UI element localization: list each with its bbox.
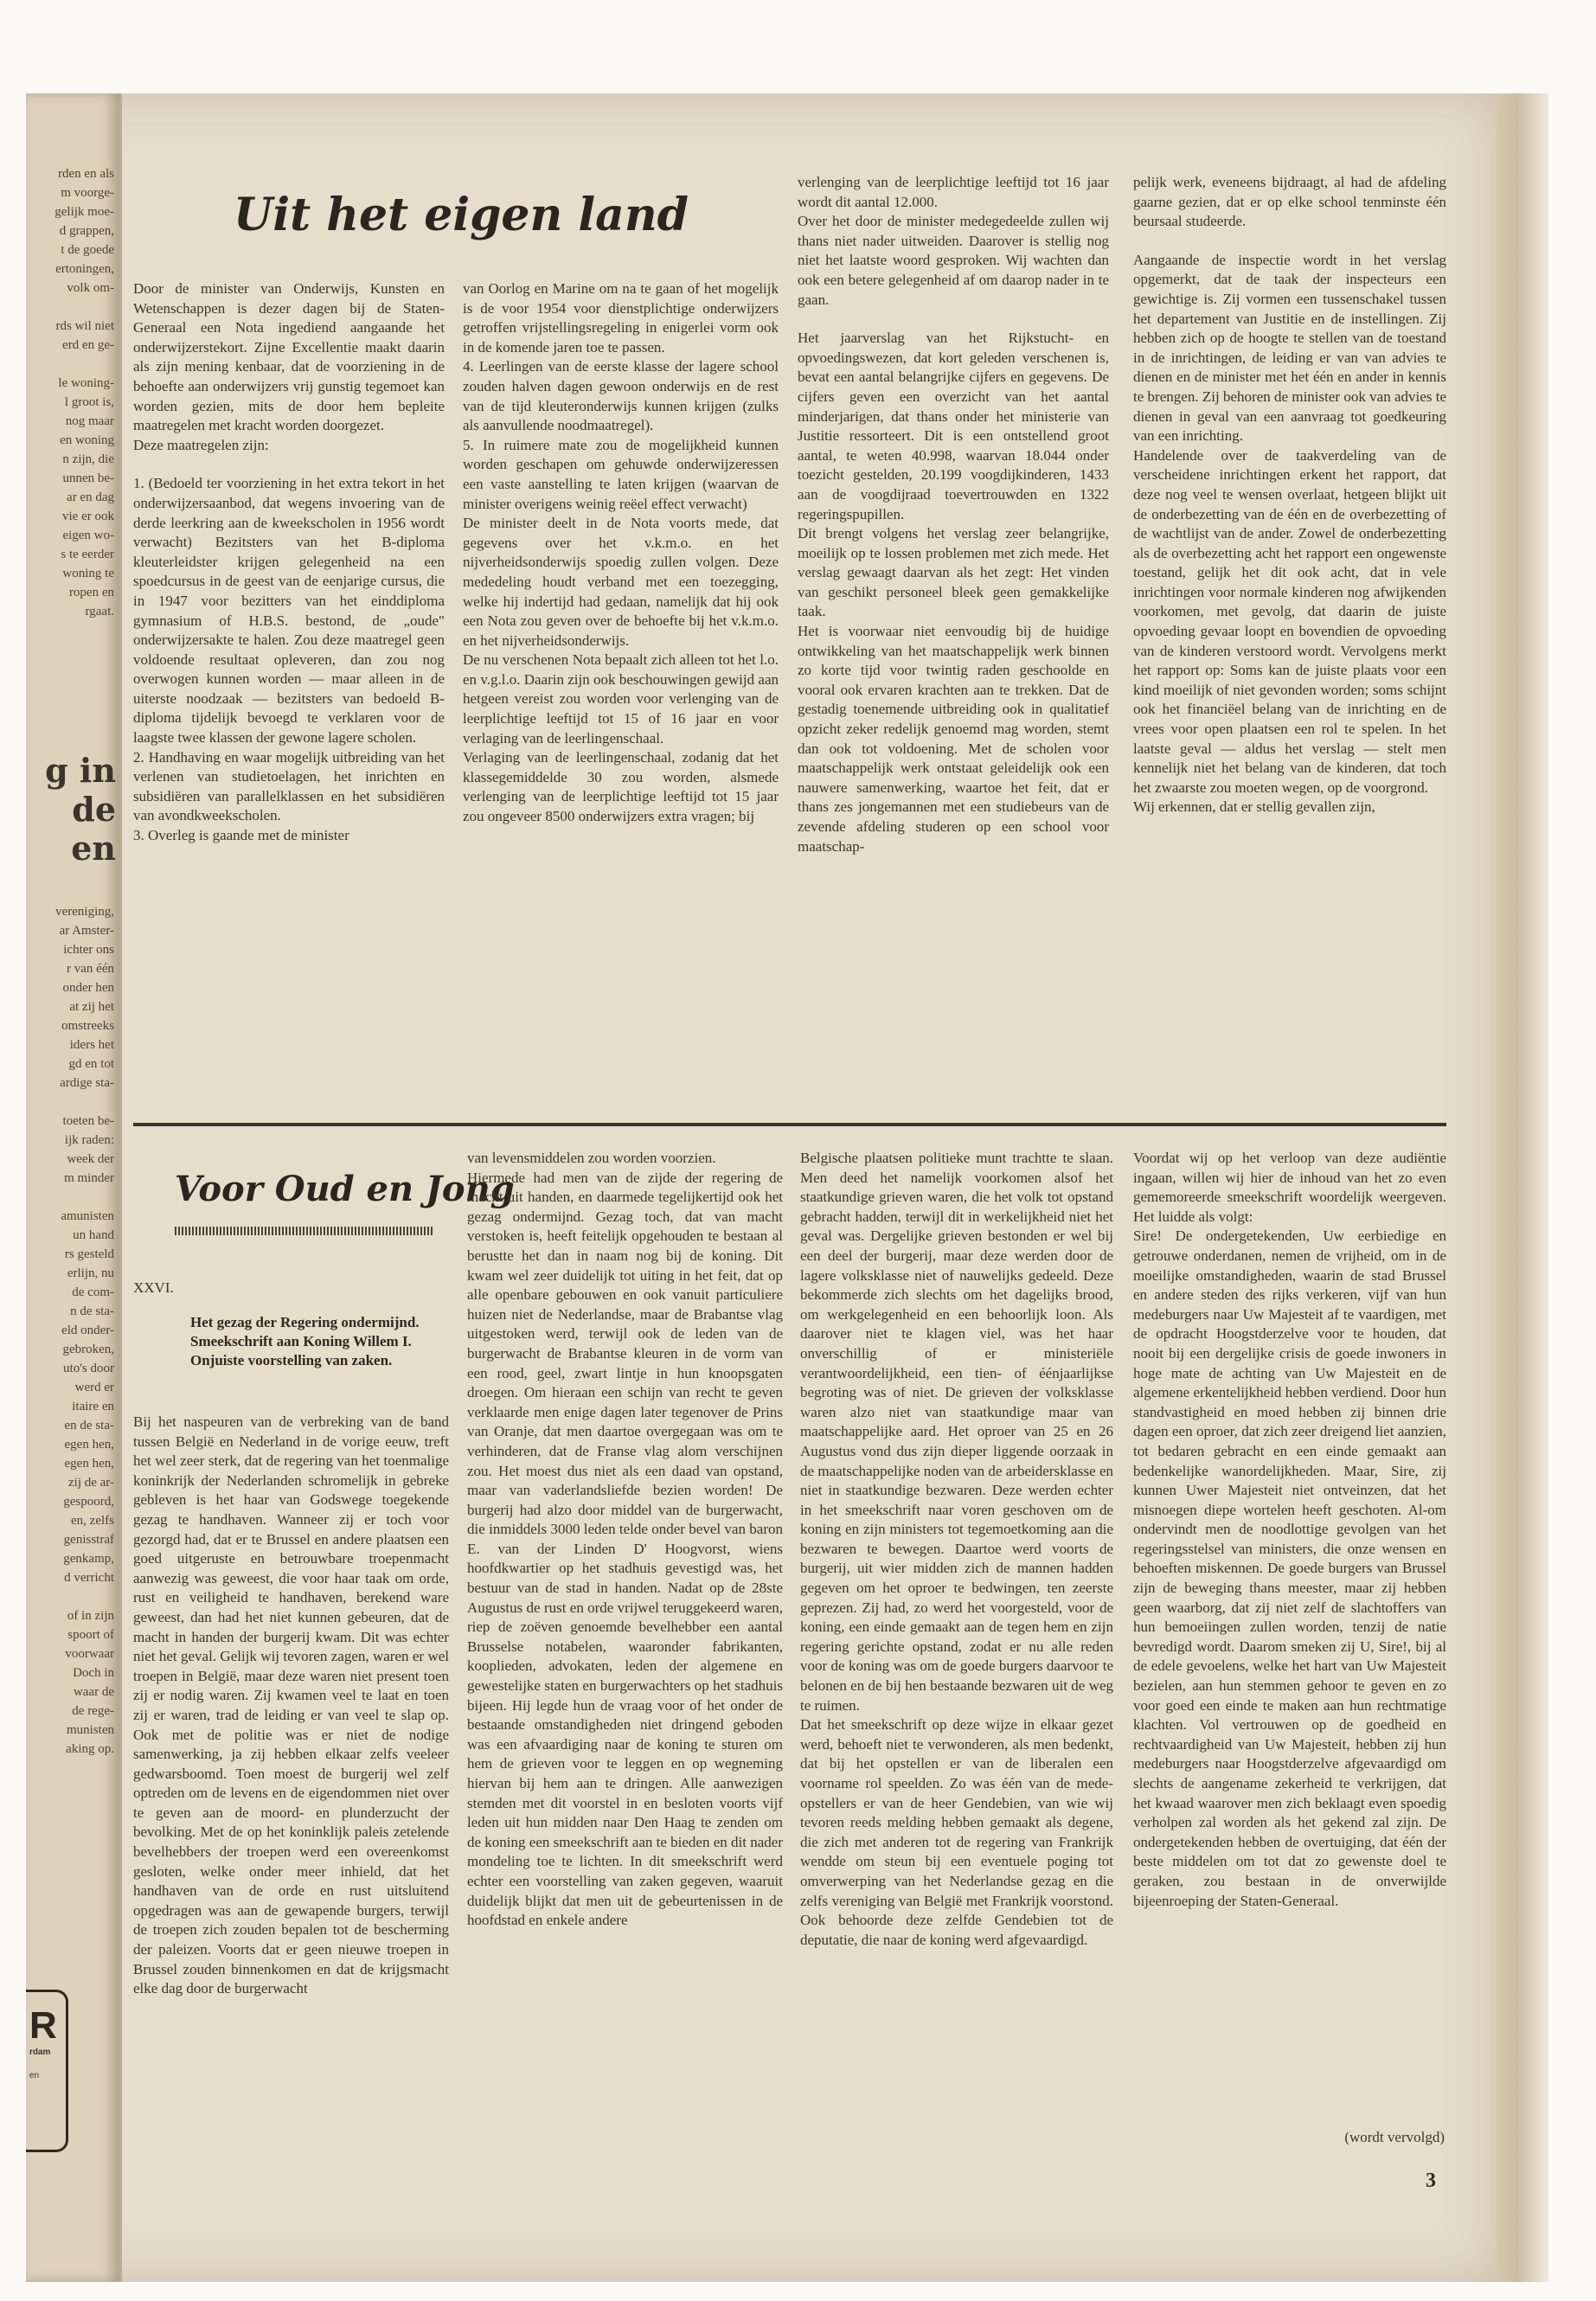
facing-page-line <box>26 355 119 374</box>
story-col-3 <box>800 1149 1113 2170</box>
eigen-land-paragraph: pelijk werk, eveneens bijdraagt, al had de afdeling gaarne gezien, dat er op elke school tenminste één beursaal studeerde. <box>1133 174 1446 230</box>
facing-page-line: en de sta- <box>64 1419 114 1433</box>
facing-page-line: zij de ar- <box>68 1476 114 1490</box>
box-sub-2: en <box>29 2071 40 2080</box>
facing-page-line: m minder <box>64 1171 114 1185</box>
oud-jong-paragraph: Dat het smeekschrift op deze wijze in elkaar gezet werd, behoeft niet te verwonderen, als men bedenkt, dat bij het opstellen er van de liberalen een voorname rol speelden. Zo was één van de mede-opstellers er van de heer Gendebien, van wie wij tevoren reeds melding hebben gemaakt als degene, die zich met anderen tot de regering van Frankrijk wendde om steun bij een eventuele poging tot omverwerping van het Nederlandse gezag en die zelfs vereniging van België met Frankrijk voorstond. Ook behoorde deze zelfde Gendebien tot de deputatie, die naar de koning werd afgevaardigd. <box>800 1716 1113 1948</box>
eigen-land-paragraph: Verlaging van de leerlingenschaal, zodanig dat het klassegemiddelde 30 zou worden, alsmede verlenging van de leerplichtige leeftijd tot 15 jaar zou ongeveer 8500 onderwijzers extra vragen; bij <box>463 749 779 825</box>
story-col-4 <box>1133 1149 1446 2118</box>
oud-jong-paragraph: Voordat wij op het verloop van deze audiëntie ingaan, willen wij hier de inhoud van het zo even gememoreerde smeekschrift woordelijk weergeven. Het luidde als volgt: <box>1133 1150 1446 1225</box>
story-col-1 <box>133 1413 449 2165</box>
facing-page-strip <box>26 93 122 2282</box>
chapter-heading: Het gezag der Regering ondermijnd. Smeekschrift aan Koning Willem I. Onjuiste voorstelling van zaken. <box>190 1314 420 1368</box>
facing-page-line: Doch in <box>73 1666 114 1680</box>
paragraph-gap <box>1133 232 1446 251</box>
oud-jong-paragraph: Bij het naspeuren van de verbreking van de band tussen België en Nederland in de vorige eeuw, treft het wel zeer sterk, dat de regering van het toenmalige koninkrijk der Nederlanden schromelijk in gebreke gebleven is het haar van Godswege toegekende gezag te handhaven. Wanneer zij er toch voor gezorgd had, dat er te Brussel en andere plaatsen een goed uitgeruste en betrouwbare troepenmacht aanwezig was geweest, die voor haar taak om orde, rust en veiligheid te handhaven, berekend ware geweest, dan had het niet kunnen gebeuren, dat de macht in handen der burgerij kwam. Dit was echter niet het geval. Gelijk wij tevoren zagen, waren er wel troepen in België, maar deze waren niet present toen zij er nodig waren. Zij kwamen veel te laat en toen zij er waren, trad de leiding er van veel te slap op. Ook met de politie was er niet de nodige samenwerking, ja zij hebben elkaar zelfs veeleer gedwarsboomd. Toen moest de burgerij wel zelf optreden om de levens en de eigendommen niet over te geven aan de moord- en plunderzucht der bevolking. Met de op het koninklijk paleis zetelende bevelhebbers der troepen werd een overeenkomst gesloten, welke onder meer inhield, dat het handhaven van de orde en rust uitsluitend opgedragen was aan de gewapende burgers, terwijl de troepen zich zouden bepalen tot de bescherming der paleizen. Voorts dat er geen nieuwe troepen in Brussel zouden binnenkomen en dat de krijgsmacht elke dag door de burgerwacht <box>133 1413 449 1997</box>
facing-page-line: voorwaar <box>65 1647 114 1661</box>
facing-page-line: t de goede <box>61 243 114 257</box>
eigen-land-paragraph: 1. (Bedoeld ter voorziening in het extra tekort in het onderwijzersaanbod, dat wegens invoering van de derde leerkring aan de kweekscholen in 1956 wordt verwacht) Bezitsters van het B-diploma kleuterleidster krijgen gelegenheid na een spoedcursus in de geest van de eenjarige cursus, die in 1947 voor bezitters van het einddiploma gymnasium of H.B.S. bestond, de „oude" onderwijzersakte te halen. Zou deze maatregel geen voldoende resultaat opleveren, dan zou nog overwogen kunnen worden — maar alleen in de uiterste noodzaak — bezitsters van bedoeld B-diploma tijdelijk bevoegd te verklaren voor de laagste twee klassen der gewone lagere scholen. <box>133 475 445 747</box>
eigen-land-paragraph: Door de minister van Onderwijs, Kunsten en Wetenschappen is dezer dagen bij de Staten-Generaal een Nota ingediend aangaande het onderwijzerstekort. Zijne Excellentie maakt daarin als zijn mening kenbaar, dat de voorziening in de behoefte aan onderwijzers vrij gunstig tegemoet kan worden gezien, mits de door hem bepleite maatregelen met kracht worden doorgezet. <box>133 280 445 434</box>
box-sub-1: rdam <box>29 2048 51 2057</box>
story-col-2 <box>467 1149 783 2170</box>
facing-page-line: r van één <box>67 962 114 976</box>
facing-page-line: d verricht <box>64 1571 114 1585</box>
facing-page-line: erd en ge- <box>62 338 114 352</box>
facing-page-line: at zij het <box>69 1000 114 1014</box>
facing-page-line: egen hen, <box>64 1457 114 1471</box>
facing-page-line: erlijn, nu <box>67 1266 114 1280</box>
facing-page-line: genkamp, <box>63 1552 114 1566</box>
page-number: 3 <box>1426 2170 1436 2192</box>
facing-page-line: uto's door <box>63 1362 114 1375</box>
eigen-land-paragraph: Wij erkennen, dat er stellig gevallen zijn, <box>1133 798 1375 816</box>
article-col-3 <box>798 173 1109 1112</box>
facing-page-line: n zijn, die <box>62 452 114 466</box>
facing-page-line: rs gesteld <box>64 1247 114 1261</box>
facing-page-line: aking op. <box>66 1742 114 1756</box>
chapter-number: XXVI. <box>133 1279 174 1296</box>
section-divider <box>133 1123 1446 1126</box>
facing-page-line: eld onder- <box>61 1324 114 1337</box>
oud-jong-paragraph: Hiermede had men van de zijde der regering de macht uit handen, en daarmede tegelijkertijd ook het gezag ondermijnd. Gezag toch, dat van macht verstoken is, heeft feitelijk opgehouden te bestaan al berustte het dan in naam nog bij de koning. Dit kwam wel zeer duidelijk tot uiting in het feit, dat op alle openbare gebouwen en ook vanuit particuliere huizen niet de Nederlandse, maar de Brabantse vlag uitgestoken werd, terwijl ook de leden van de burgerwacht de Brabantse kleuren in de vorm van een rood, geel, zwart lintje in hun knoopsgaten droegen. Om hieraan een schijn van recht te geven verklaarde men enige dagen later tegenover de Prins van Oranje, dat men daartoe overgegaan was om te verhinderen, dat de Franse vlag alom verschijnen zou. Het moest dus niet als een daad van opstand, maar van vaderlandsliefde bezien worden! De burgerij had alzo door middel van de burgerwacht, die inmiddels 3000 leden telde onder bevel van baron E. van der Linden D' Hoogvorst, wiens hoofdkwartier op het stadhuis gevestigd was, het bestuur van de stad in handen. Nadat op de 28ste Augustus de rust en orde vrijwel teruggekeerd waren, riep de zoëven genoemde bevelhebber een aantal Brusselse notabelen, waaronder fabrikanten, kooplieden, advokaten, leden der algemene en gewestelijke staten en burgerwachters op het stadhuis bijeen. Hij legde hun de vraag voor of het onder de bestaande omstandigheden niet dringend geboden was een afvaardiging naar de koning te sturen om hem de grieven voor te leggen en op wegneming hiervan bij hem aan te dringen. Alle aanwezigen stemden met dit voorstel in en besloten voorts vijf leden uit hun midden naar Den Haag te zenden om de koning een smeekschrift aan te bieden en dit nader mondeling toe te lichten. In dit smeekschrift werd echter een voorstelling van zaken gegeven, waaruit duidelijk blijkt dat men uit de gebeurtenissen in de hoofdstad en enkele andere <box>467 1169 783 1929</box>
oud-jong-paragraph: Belgische plaatsen politieke munt trachtte te slaan. Men deed het namelijk voorkomen alsof het staatkundige grieven waren, die het volk tot opstand gebracht hadden, terwijl dit in werkelijkheid niet het geval was. Dergelijke grieven bestonden er wel bij een deel der burgerij, maar deze werden door de lagere volksklasse niet of nauwelijks gedeeld. Deze bekommerde zich slechts om het dagelijks brood, om werkgelegenheid en een behoorlijk loon. Als daarover niet te klagen viel, was het haar onverschillig of er ministeriële verantwoordelijkheid, een tien- of éénjaarlijkse begroting was of niet. De grieven der volksklasse waren alzo niet van staatkundige maar van maatschappelijke aard. Het oproer van 25 en 26 Augustus vond dus zijn dieper liggende oorzaak in de maatschappelijke noden van de arbeidersklasse en niet in staatkundige bezwaren. Deze werden echter in het smeekschrift naar voren geschoven om de koning en zijn ministers tot tegemoetkoming aan die bezwaren te bewegen. Daartoe werd voorts de burgerij, uit wier midden zich de mannen hadden gegeven om het oproer te bedwingen, ten zeerste geprezen. Zij had, zo werd het voorgesteld, voor de koning, een einde gemaakt aan de tegen hem en zijn regering gerichte opstand, zodat er nu alle reden voor de koning was om de goede burgers daarvoor te belonen en de bij hen bestaande bezwaren uit de weg te ruimen. <box>800 1150 1113 1714</box>
facing-page-line: ardige sta- <box>60 1076 114 1090</box>
facing-page-line: le woning- <box>58 376 114 390</box>
facing-page-line: en, zelfs <box>71 1514 114 1528</box>
facing-page-line: un hand <box>73 1228 114 1242</box>
eigen-land-paragraph: verlenging van de leerplichtige leeftijd tot 16 jaar wordt dit aantal 12.000. <box>798 174 1109 210</box>
facing-page-line: toeten be- <box>62 1114 114 1128</box>
facing-page-text-mid <box>26 902 119 1759</box>
facing-page-line: egen hen, <box>64 1438 114 1452</box>
page-right-edge <box>1497 93 1548 2282</box>
facing-page-line: iders het <box>69 1038 114 1052</box>
oud-jong-paragraph: Sire! De ondergetekenden, Uw eerbiedige en getrouwe onderdanen, nemen de vrijheid, om in de moeilijke omstandigheden, waarin de stad Brussel en andere steden des rijks verkeren, vijf van hun medeburgers naar Uw Majesteit af te vaardigen, met de opdracht Hoogstderzelve voor te houden, dat nooit bij een dergelijke crisis de goede inwoners in hoge mate de achting van Uw Majesteit en de algemene erkentelijkheid hebben verdiend. Door hun standvastigheid en moed hebben zij binnen drie dagen een oproer, dat zich zeer dreigend liet aanzien, tot bedaren gebracht en een einde gemaakt aan bedenkelijke wanordelijkheden. Maar, Sire, zij kunnen Uwer Majesteit niet ontveinzen, dat het misnoegen diepe wortelen heeft geschoten. Al-om ondervindt men de noodlottige gevolgen van het regeringsstelsel van ministers, die onze wensen en behoeften miskennen. De goede burgers van Brussel zijn de beweging thans meester, maar zij hebben geen waarborg, dat zij niet zelf de slachtoffers van hun bemoeiingen zullen worden, tenzij de natie bevredigd wordt. Daarom smeken zij U, Sire!, bij al de edele gevoelens, welke het hart van Uw Majesteit bezielen, aan hun stemmen gehoor te geven en zo voor goed een einde te maken aan hun rechtmatige klachten. Vol vertrouwen op de goedheid en rechtvaardigheid van Uw Majesteit, hebben zij hun medeburgers naar Hoogstderzelve afgevaardigd om slechts de aangename zekerheid te verkrijgen, dat het kwaad waarover men zich beklaagt even spoedig verholpen zal worden als het gekend zal zijn. De ondergetekenden hebben de overtuiging, dat één der beste middelen om tot dat zo gewenste doel te geraken, zou bestaan in de onverwijlde bijeenroeping der Staten-Generaal. <box>1133 1227 1446 1909</box>
facing-page-line: spoort of <box>67 1628 114 1642</box>
eigen-land-paragraph: Het jaarverslag van het Rijkstucht- en opvoedingswezen, dat kort geleden verschenen is, bevat een aantal belangrijke cijfers en gegevens. De cijfers geven een overzicht van het aantal minderjarigen, dat thans onder het ministerie van Justitie ressorteert. Dit is een ontstellend groot aantal, te weten 40.998, waarvan 18.044 onder toezicht gestelden, 20.199 voogdijkinderen, 1433 aan de voogdijraad toevertrouwden en 1322 regeringspupillen. <box>798 330 1109 522</box>
facing-page-line: gelijk moe- <box>54 205 114 219</box>
eigen-land-paragraph: Dit brengt volgens het verslag zeer belangrijke, moeilijk op te lossen problemen met zich mede. Het verslag gewaagt daarvan als het zegt: Het vinden van geschikt personeel bleek geen gemakkelijke taak. <box>798 525 1109 620</box>
facing-page-line: ichter ons <box>63 943 114 957</box>
article-col-2 <box>463 279 779 1110</box>
facing-page-line <box>26 298 119 317</box>
facing-page-line: eigen wo- <box>62 529 114 542</box>
facing-page-line: de rege- <box>72 1704 114 1718</box>
facing-page-line: itaire en <box>72 1400 114 1413</box>
section-title-eigen-land: Uit het eigen land <box>234 189 689 241</box>
eigen-land-paragraph: Over het door de minister medegedeelde zullen wij thans niet nader uitweiden. Daarover is stellig nog niet het laatste woord gesproken. Wij wachten dan ook een betere gelegenheid af om daarop nader in te gaan. <box>798 213 1109 308</box>
facing-page-line: ropen en <box>68 586 114 599</box>
facing-page-line: gespoord, <box>63 1495 114 1509</box>
eigen-land-paragraph: 2. Handhaving en waar mogelijk uitbreiding van het verlenen van studietoelagen, het inrichten en subsidiëren van parallelklassen en het subsidiëren van avondkweekscholen. <box>133 748 445 824</box>
oud-jong-paragraph: van levensmiddelen zou worden voorzien. <box>467 1150 716 1166</box>
facing-page-line: d grappen, <box>59 224 114 238</box>
eigen-land-paragraph: van Oorlog en Marine om na te gaan of het mogelijk is de voor 1954 voor dienstplichtige onderwijzers getroffen vrijstellingsregeling in enigerlei vorm ook in de komende jaren toe te passen. <box>463 280 779 356</box>
facing-page-line <box>26 1587 119 1606</box>
eigen-land-paragraph: De minister deelt in de Nota voorts mede, dat gegevens over het v.k.m.o. en het nijverheidsonderwijs spoedig zullen volgen. Deze mededeling houdt verband met een toezegging, welke hij indertijd had gedaan, namelijk dat hij ook een Nota zou geven over de behoefte bij het v.k.m.o. en het nijverheidsonderwijs. <box>463 515 779 649</box>
facing-page-line: munisten <box>67 1723 114 1737</box>
eigen-land-paragraph: 3. Overleg is gaande met de minister <box>133 827 349 844</box>
facing-page-heading <box>26 751 119 868</box>
facing-page-line: s te eerder <box>61 548 114 561</box>
facing-page-line: of in zijn <box>67 1609 114 1623</box>
facing-page-line: rden en als <box>58 167 114 181</box>
facing-page-line: gebroken, <box>62 1343 114 1356</box>
eigen-land-paragraph: De nu verschenen Nota bepaalt zich alleen tot het l.o. en v.g.l.o. Daarin zijn ook beschouwingen gewijd aan hetgeen vereist zou worden voor verlenging van de leerplichtige leeftijd tot 15 of 16 jaar en voor verlaging van de leerlingenschaal. <box>463 651 779 747</box>
facing-page-line: volk om- <box>67 281 114 295</box>
continued-note-wrap <box>1306 2128 1445 2154</box>
facing-page-line: amunisten <box>61 1209 114 1223</box>
facing-page-line <box>26 1093 119 1112</box>
facing-page-line: n de sta- <box>70 1304 114 1318</box>
facing-page-line: l groot is, <box>64 395 114 409</box>
facing-page-line: ertoningen, <box>55 262 114 276</box>
facing-page-box <box>26 1990 68 2152</box>
facing-page-text-top <box>26 164 119 621</box>
box-letter: R <box>29 2004 57 2047</box>
eigen-land-paragraph: Aangaande de inspectie wordt in het verslag opgemerkt, dat de taak der inspecteurs een gewichtige is. Zij vormen een tussenschakel tussen het departement van Justitie en de instellingen. Zij hebben zich op de hoogte te stellen van de toestand in de inrichtingen, de leiding er van van advies te dienen en de minister met het één en ander in kennis te brengen. Zij behoren de minister ook van advies te dienen in geval van een aanvraag tot goedkeuring van een inrichting. <box>1133 251 1446 445</box>
facing-page-line: onder hen <box>62 981 114 995</box>
facing-page-line: nog maar <box>65 414 114 428</box>
eigen-land-paragraph: Deze maatregelen zijn: <box>133 436 269 453</box>
section-title-oud-jong: Voor Oud en Jong <box>175 1169 515 1209</box>
page-main <box>121 93 1497 2282</box>
facing-page-line: rds wil niet <box>55 319 114 333</box>
facing-page-line: m voorge- <box>61 186 114 200</box>
facing-page-line: g in de <box>45 751 116 829</box>
article-col-1 <box>133 279 445 1110</box>
facing-page-line: de com- <box>72 1285 114 1299</box>
title-underline-pattern <box>175 1227 434 1235</box>
facing-page-line: unnen be- <box>62 471 114 485</box>
paragraph-gap <box>133 455 445 474</box>
continued-note: (wordt vervolgd) <box>1344 2129 1445 2145</box>
facing-page-line: woning te <box>62 567 114 580</box>
facing-page-line: week der <box>67 1152 114 1166</box>
facing-page-line: vie er ook <box>62 510 114 523</box>
facing-page-line <box>26 1188 119 1207</box>
facing-page-line: ar Amster- <box>59 924 114 938</box>
paragraph-gap <box>798 310 1109 329</box>
facing-page-line: gd en tot <box>68 1057 114 1071</box>
facing-page-line: werd er <box>74 1381 114 1394</box>
eigen-land-paragraph: Handelende over de taakverdeling van de verscheidene inrichtingen erkent het rapport, dat deze nog veel te wensen overlaat, hetgeen blijkt uit de onderbezetting van de één en de overbezetting of de wachtlijst van de ander. Zowel de onderbezetting als de overbezetting acht het rapport een ongewenste toestand, gelijk het dit ook acht, dat in vele inrichtingen voor normale kinderen nog afwijkenden voorkomen, met gevolg, dat daarin de juiste opvoeding gevaar loopt en bovendien de opvoeding van de kinderen verstoord wordt. Vervolgens merkt het rapport op: Soms kan de juiste plaats voor een kind moeilijk of niet gevonden worden; soms schijnt ook het financiëel belang van de inrichting en de vrees voor open plaatsen een rol te spelen. In het laatste geval — aldus het verslag — stelt men kennelijk niet het belang van de kinderen, dat toch het zwaarste zou moeten wegen, op de voorgrond. <box>1133 446 1446 796</box>
facing-page-line: ar en dag <box>67 490 114 504</box>
article-col-4 <box>1133 173 1446 1112</box>
facing-page-line: vereniging, <box>55 905 114 919</box>
eigen-land-paragraph: Het is voorwaar niet eenvoudig bij de huidige ontwikkeling van het maatschappelijk werk binnen zo korte tijd voor twintig raden geschoolde en vooral ook ervaren krachten aan te trekken. Dat de gestadig toenemende uitbreiding ook in qualitatief opzicht zeker redelijk genoemd mag worden, stemt dan ook tot voldoening. Met de scholen voor maatschappelijk werk ontstaat geleidelijk ook een nauwere samenwerking, waartoe het feit, dat er thans zes jongemannen met een studiebeurs van de zevende afdeling studeren op een school voor maatschap- <box>798 623 1109 855</box>
facing-page-line: en woning <box>60 433 114 447</box>
facing-page-line: rgaat. <box>85 605 114 619</box>
facing-page-line: genisstraf <box>63 1533 114 1547</box>
eigen-land-paragraph: 5. In ruimere mate zou de mogelijkheid kunnen worden geschapen om gehuwde onderwijzeressen een vaste aanstelling te laten krijgen (waarvan de minister overigens weinig reëel effect verwacht) <box>463 436 779 512</box>
facing-page-line: waar de <box>73 1685 114 1699</box>
facing-page-line: ijk raden: <box>64 1133 114 1147</box>
eigen-land-paragraph: 4. Leerlingen van de eerste klasse der lagere school zouden halven dagen gewoon onderwijs en de rest van de tijd kleuteronderwijs kunnen krijgen (zulks als aanvullende noodmaatregel). <box>463 358 779 434</box>
facing-page-line: en <box>71 829 116 868</box>
facing-page-line: omstreeks <box>61 1019 114 1033</box>
